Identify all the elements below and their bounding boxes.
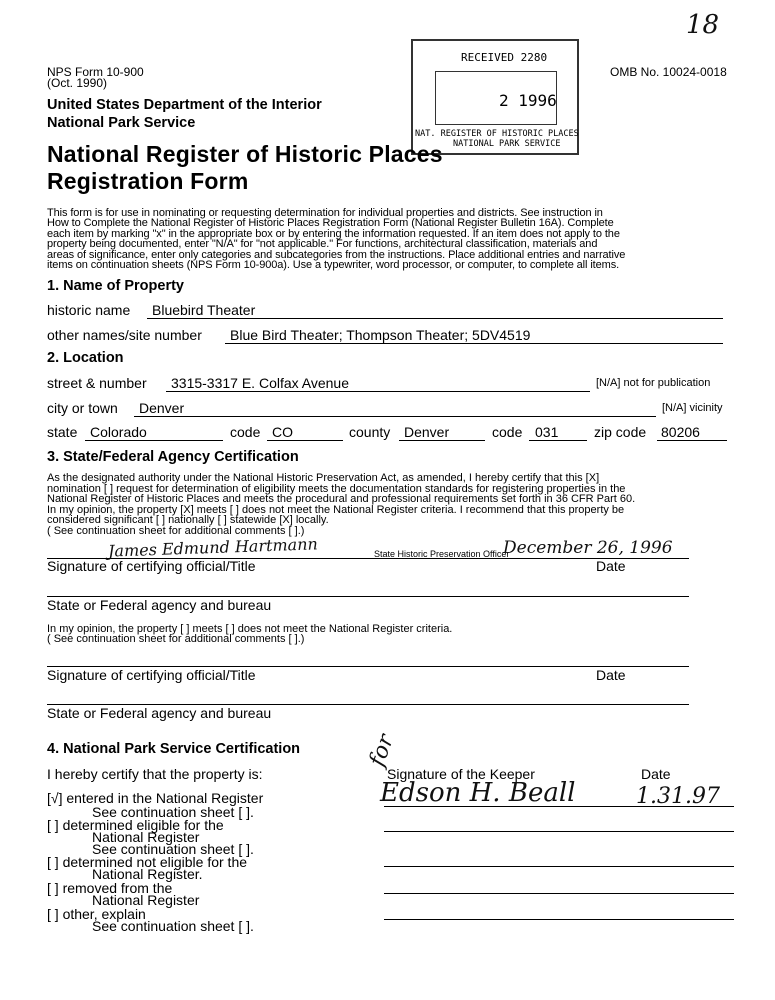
stamp-line-1: NAT. REGISTER OF HISTORIC PLACES <box>415 129 579 139</box>
intro-line: areas of significance, enter only categories and subcategories from the instructions. Place additional entries and narrative <box>47 248 626 261</box>
signature-label-2: Signature of certifying official/Title <box>47 667 256 683</box>
option-sub: See continuation sheet [ ]. <box>92 841 254 857</box>
certification-line: In my opinion, the property [X] meets [ ] does not meet the National Register criteria. I recommend that this property be <box>47 503 625 516</box>
bureau-line-2 <box>47 688 689 705</box>
historic-name-label: historic name <box>47 302 131 318</box>
shpo-title: State Historic Preservation Officer <box>374 549 510 559</box>
certification-line: As the designated authority under the National Historic Preservation Act, as amended, I hereby certify that this [X] <box>47 472 600 484</box>
option-sub: National Register <box>92 892 200 908</box>
option-text: determined not eligible for the <box>62 854 248 870</box>
service-name: National Park Service <box>47 115 196 131</box>
county-value[interactable]: Denver <box>404 424 450 440</box>
section-1-heading: 1. Name of Property <box>47 278 184 294</box>
county-label: county <box>349 424 391 440</box>
street-value[interactable]: 3315-3317 E. Colfax Avenue <box>171 375 349 391</box>
certification-line: considered significant [ ] nationally [ ] statewide [X] locally. <box>47 514 329 527</box>
option-box[interactable]: [ ] <box>47 817 59 833</box>
zip-value[interactable]: 80206 <box>661 424 700 440</box>
zip-label: zip code <box>594 424 647 440</box>
intro-line: each item by marking "x" in the appropriate box or by entering the information requested. If an item does not apply to the <box>47 227 620 240</box>
certification-line: ( See continuation sheet for additional comments [ ].) <box>47 524 305 537</box>
signature-line <box>47 540 689 559</box>
keeper-line-3 <box>384 850 734 867</box>
for-note: for <box>364 731 400 770</box>
intro-line: property being documented, enter "N/A" for "not applicable." For functions, architectural classification, materials and <box>47 238 598 251</box>
certification-line: National Register of Historic Places and meets the procedural and professional requirements set forth in 36 CFR Part 60. <box>47 493 636 506</box>
date-label-2: Date <box>596 667 626 683</box>
vicinity-note: [N/A] vicinity <box>662 402 723 414</box>
state-label: state <box>47 424 78 440</box>
certifying-signature: James Edmund Hartmann <box>107 534 319 561</box>
signature-label: Signature of certifying official/Title <box>47 558 256 574</box>
other-names-value[interactable]: Blue Bird Theater; Thompson Theater; 5DV4519 <box>230 327 531 343</box>
certification-line: nomination [ ] request for determination of eligibility meets the documentation standards for registering properties in the <box>47 482 626 495</box>
keeper-line-4 <box>384 877 734 894</box>
keeper-line-2 <box>384 815 734 832</box>
option-box[interactable]: [ ] <box>47 880 59 896</box>
intro-line: items on continuation sheets (NPS Form 10-900a). Use a typewriter, word processor, or computer, to complete all items. <box>47 259 620 272</box>
form-number: NPS Form 10-900 <box>47 65 144 79</box>
keeper-date: 1.31.97 <box>636 784 720 809</box>
keeper-date-label: Date <box>641 766 671 782</box>
state-value[interactable]: Colorado <box>90 424 147 440</box>
stamp-received: RECEIVED 2280 <box>461 51 548 64</box>
section-3-heading: 3. State/Federal Agency Certification <box>47 449 299 465</box>
stamp-line-2: NATIONAL PARK SERVICE <box>453 139 561 149</box>
option-text: removed from the <box>62 880 173 896</box>
keeper-signature: Edson H. Beall <box>380 778 576 808</box>
option-sub: See continuation sheet [ ]. <box>92 804 254 820</box>
city-label: city or town <box>47 400 118 416</box>
bureau-label: State or Federal agency and bureau <box>47 597 272 613</box>
omb-number: OMB No. 10024-0018 <box>610 65 727 79</box>
certification-paragraph <box>47 473 737 537</box>
option-box[interactable]: [√] <box>47 790 63 806</box>
bureau-label-2: State or Federal agency and bureau <box>47 705 272 721</box>
option-sub: National Register. <box>92 866 203 882</box>
keeper-line-5 <box>384 903 734 920</box>
form-title: National Register of Historic Places <box>47 141 443 167</box>
bureau-line <box>47 580 689 597</box>
form-date: (Oct. 1990) <box>47 76 108 90</box>
keeper-signature-label: Signature of the Keeper <box>387 766 535 782</box>
section-2-heading: 2. Location <box>47 350 124 366</box>
county-code-value[interactable]: 031 <box>535 424 559 440</box>
state-code-value[interactable]: CO <box>272 424 293 440</box>
option-text: other, explain <box>62 906 146 922</box>
section-4-heading: 4. National Park Service Certification <box>47 741 301 757</box>
county-code-label: code <box>492 424 523 440</box>
option-text: entered in the National Register <box>66 790 264 806</box>
opinion-line-1: In my opinion, the property [ ] meets [ ] does not meet the National Register criteria. <box>47 623 453 635</box>
historic-name-value[interactable]: Bluebird Theater <box>152 302 256 318</box>
instructions-paragraph <box>47 208 737 270</box>
option-sub: See continuation sheet [ ]. <box>92 918 254 934</box>
received-stamp <box>411 39 579 155</box>
opinion-line-2: ( See continuation sheet for additional comments [ ].) <box>47 633 305 645</box>
keeper-line-1 <box>384 790 734 807</box>
intro-line: How to Complete the National Register of Historic Places Registration Form (National Register Bulletin 16A). Complete <box>47 217 614 230</box>
stamp-date: 2 1996 <box>499 91 557 110</box>
date-label: Date <box>596 558 626 574</box>
other-names-label: other names/site number <box>47 327 202 343</box>
page-number: 18 <box>686 10 720 40</box>
intro-line: This form is for use in nominating or requesting determination for individual properties and districts. See instruction in <box>47 207 603 219</box>
street-label: street & number <box>47 375 147 391</box>
certification-date-handwritten: December 26, 1996 <box>503 538 673 558</box>
city-value[interactable]: Denver <box>139 400 185 416</box>
city-line <box>134 400 656 417</box>
department-name: United States Department of the Interior <box>47 97 322 113</box>
signature-line-2 <box>47 650 689 667</box>
option-box[interactable]: [ ] <box>47 854 59 870</box>
option-text: determined eligible for the <box>62 817 224 833</box>
state-code-label: code <box>230 424 261 440</box>
option-sub: National Register <box>92 829 200 845</box>
not-for-publication: [N/A] not for publication <box>596 377 711 389</box>
option-box[interactable]: [ ] <box>47 906 59 922</box>
form-subtitle: Registration Form <box>47 168 249 194</box>
certify-statement: I hereby certify that the property is: <box>47 766 263 782</box>
